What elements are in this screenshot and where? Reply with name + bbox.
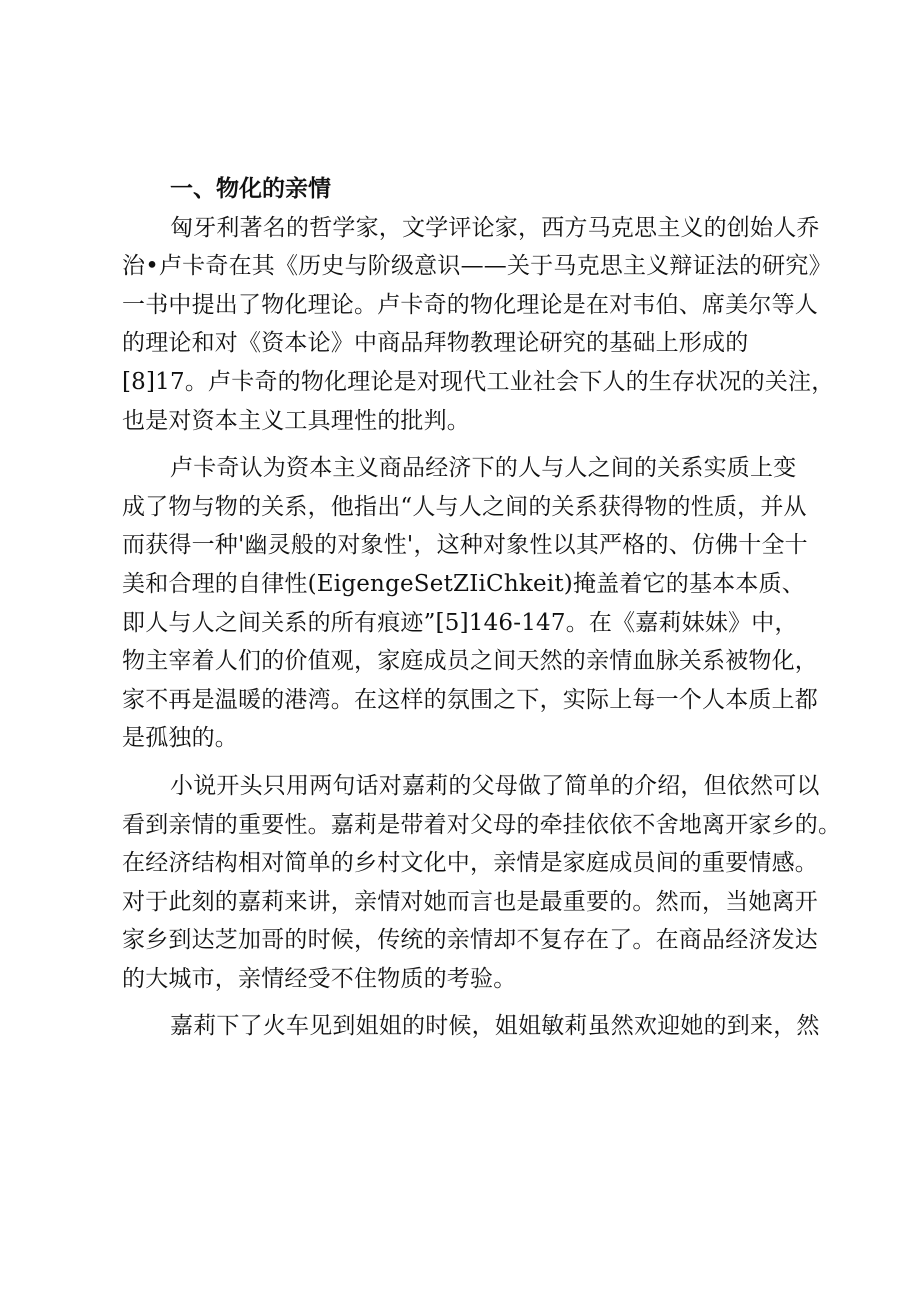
paragraph-line: 一书中提出了物化理论。卢卡奇的物化理论是在对韦伯、席美尔等人 xyxy=(122,291,818,318)
paragraph-line: 成了物与物的关系，他指出“人与人之间的关系获得物的性质，并从 xyxy=(122,493,807,520)
paragraph-line: 对于此刻的嘉莉来讲，亲情对她而言也是最重要的。然而，当她离开 xyxy=(122,888,818,915)
paragraph-spacer xyxy=(122,440,812,449)
paragraph-line: 匈牙利著名的哲学家，文学评论家，西方马克思主义的创始人乔 xyxy=(170,214,820,241)
paragraph-line: 家不再是温暖的港湾。在这样的氛围之下，实际上每一个人本质上都 xyxy=(122,686,818,713)
document-body xyxy=(122,170,842,1046)
paragraph-line: 美和合理的自律性(EigengeSetZIiChkeit)掩盖着它的基本本质、 xyxy=(122,570,805,597)
paragraph-1 xyxy=(122,209,835,441)
paragraph-line: 的大城市，亲情经受不住物质的考验。 xyxy=(122,965,517,992)
paragraph-line: 治•卢卡奇在其《历史与阶级意识——关于马克思主义辩证法的研究》 xyxy=(122,253,832,280)
paragraph-line: 小说开头只用两句话对嘉莉的父母做了简单的介绍，但依然可以 xyxy=(170,772,820,799)
paragraph-spacer xyxy=(122,758,812,767)
paragraph-line: 即人与人之间关系的所有痕迹”[5]146-147。在《嘉莉妹妹》中， xyxy=(122,609,798,636)
paragraph-line: 是孤独的。 xyxy=(122,725,238,752)
paragraph-line: 物主宰着人们的价值观，家庭成员之间天然的亲情血脉关系被物化， xyxy=(122,648,818,675)
paragraph-spacer xyxy=(122,998,812,1007)
paragraph-line: 也是对资本主义工具理性的批判。 xyxy=(122,407,470,434)
paragraph-line: 而获得一种'幽灵般的对象性'，这种对象性以其严格的、仿佛十全十 xyxy=(122,532,808,559)
paragraph-line: 在经济结构相对简单的乡村文化中，亲情是家庭成员间的重要情感。 xyxy=(122,850,818,877)
paragraph-2 xyxy=(122,449,818,758)
paragraph-line: 看到亲情的重要性。嘉莉是带着对父母的牵挂依依不舍地离开家乡的。 xyxy=(122,811,842,838)
paragraph-4 xyxy=(122,1007,820,1046)
paragraph-line: [8]17。卢卡奇的物化理论是对现代工业社会下人的生存状况的关注， xyxy=(122,368,835,395)
section-heading: 一、物化的亲情 xyxy=(170,176,331,202)
paragraph-3 xyxy=(122,767,842,999)
paragraph-line: 卢卡奇认为资本主义商品经济下的人与人之间的关系实质上变 xyxy=(170,455,797,482)
paragraph-line: 嘉莉下了火车见到姐姐的时候，姐姐敏莉虽然欢迎她的到来，然 xyxy=(170,1013,820,1040)
paragraph-line: 家乡到达芝加哥的时候，传统的亲情却不复存在了。在商品经济发达 xyxy=(122,927,818,954)
paragraph-line: 的理论和对《资本论》中商品拜物教理论研究的基础上形成的 xyxy=(122,330,749,357)
